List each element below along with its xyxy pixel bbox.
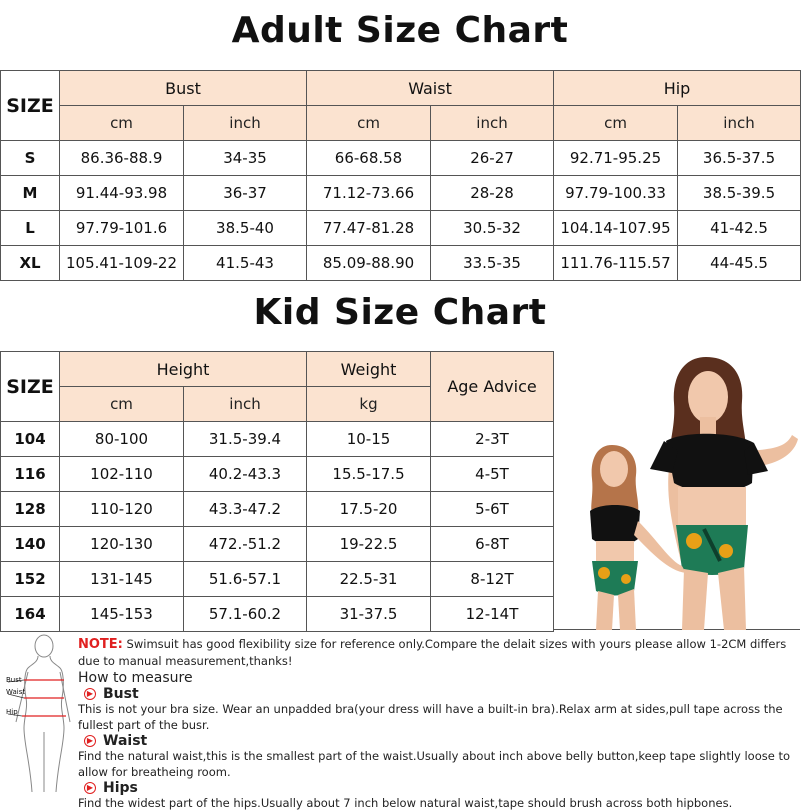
size-cell: 152 <box>1 562 60 597</box>
table-cell: 26-27 <box>431 141 554 176</box>
height-header: Height <box>60 352 307 387</box>
table-cell: 22.5-31 <box>307 562 431 597</box>
adult-size-table <box>0 70 801 281</box>
unit-header: inch <box>184 106 307 141</box>
table-cell: 104.14-107.95 <box>554 211 678 246</box>
model-photo <box>553 351 800 630</box>
note-label: NOTE: <box>78 637 123 652</box>
table-cell: 41.5-43 <box>184 246 307 281</box>
table-cell: 4-5T <box>431 457 554 492</box>
table-row <box>1 562 554 597</box>
table-row <box>1 597 554 632</box>
table-row <box>1 141 801 176</box>
body-measure-figure-icon <box>2 632 74 798</box>
size-header: SIZE <box>1 71 60 141</box>
kid-chart-title: Kid Size Chart <box>253 292 547 333</box>
measure-notes <box>0 630 800 810</box>
bust-header: Bust <box>60 71 307 106</box>
table-cell: 31.5-39.4 <box>184 422 307 457</box>
unit-header: inch <box>678 106 801 141</box>
table-cell: 472.-51.2 <box>184 527 307 562</box>
table-cell: 86.36-88.9 <box>60 141 184 176</box>
table-row <box>1 422 554 457</box>
table-cell: 91.44-93.98 <box>60 176 184 211</box>
measure-heading-waist <box>78 733 796 749</box>
table-cell: 30.5-32 <box>431 211 554 246</box>
measure-heading-hips <box>78 780 796 796</box>
size-cell: 140 <box>1 527 60 562</box>
unit-header: cm <box>60 387 184 422</box>
table-cell: 40.2-43.3 <box>184 457 307 492</box>
table-cell: 43.3-47.2 <box>184 492 307 527</box>
size-cell: S <box>1 141 60 176</box>
measure-name: Bust <box>103 686 139 702</box>
measure-name: Hips <box>103 780 138 796</box>
table-cell: 110-120 <box>60 492 184 527</box>
measure-desc-bust: This is not your bra size. Wear an unpadded bra(your dress will have a built-in bra).Relax arm at sides,pull tape across the fullest part of the busr. <box>78 702 783 732</box>
unit-header: cm <box>554 106 678 141</box>
table-cell: 77.47-81.28 <box>307 211 431 246</box>
adult-chart-title: Adult Size Chart <box>231 10 569 51</box>
hip-header: Hip <box>554 71 801 106</box>
table-cell: 41-42.5 <box>678 211 801 246</box>
arrow-right-icon: ▶ <box>84 782 96 794</box>
table-cell: 66-68.58 <box>307 141 431 176</box>
how-to-measure-heading: How to measure <box>78 670 193 686</box>
table-row <box>1 211 801 246</box>
waist-header: Waist <box>307 71 554 106</box>
mother-daughter-swimsuit-illustration <box>554 351 801 630</box>
table-cell: 71.12-73.66 <box>307 176 431 211</box>
table-cell: 8-12T <box>431 562 554 597</box>
measure-heading-bust <box>78 686 796 702</box>
size-cell: L <box>1 211 60 246</box>
table-cell: 80-100 <box>60 422 184 457</box>
table-cell: 57.1-60.2 <box>184 597 307 632</box>
table-cell: 120-130 <box>60 527 184 562</box>
table-cell: 19-22.5 <box>307 527 431 562</box>
measure-desc-waist: Find the natural waist,this is the smallest part of the waist.Usually about inch above belly button,keep tape slightly loose to allow for breatheing room. <box>78 749 791 779</box>
table-cell: 102-110 <box>60 457 184 492</box>
size-cell: XL <box>1 246 60 281</box>
table-cell: 97.79-100.33 <box>554 176 678 211</box>
size-cell: M <box>1 176 60 211</box>
table-row <box>1 246 801 281</box>
arrow-right-icon: ▶ <box>84 735 96 747</box>
weight-header: Weight <box>307 352 431 387</box>
table-cell: 97.79-101.6 <box>60 211 184 246</box>
figure-label-waist: Waist <box>6 688 26 696</box>
unit-header: inch <box>431 106 554 141</box>
unit-header: kg <box>307 387 431 422</box>
table-cell: 38.5-39.5 <box>678 176 801 211</box>
table-cell: 36-37 <box>184 176 307 211</box>
arrow-right-icon: ▶ <box>84 688 96 700</box>
note-text: Swimsuit has good flexibility size for reference only.Compare the delait sizes with yours please allow 1-2CM differs due to manual measurement,thanks! <box>78 637 787 668</box>
table-cell: 38.5-40 <box>184 211 307 246</box>
table-cell: 36.5-37.5 <box>678 141 801 176</box>
table-cell: 145-153 <box>60 597 184 632</box>
size-header: SIZE <box>1 352 60 422</box>
unit-header: inch <box>184 387 307 422</box>
table-cell: 28-28 <box>431 176 554 211</box>
table-cell: 111.76-115.57 <box>554 246 678 281</box>
note-paragraph <box>78 636 796 669</box>
table-row <box>1 527 554 562</box>
table-cell: 5-6T <box>431 492 554 527</box>
table-cell: 12-14T <box>431 597 554 632</box>
age-advice-header: Age Advice <box>431 352 554 422</box>
measure-name: Waist <box>103 733 148 749</box>
table-cell: 44-45.5 <box>678 246 801 281</box>
table-cell: 131-145 <box>60 562 184 597</box>
figure-label-bust: Bust <box>6 676 22 684</box>
kid-size-table <box>0 351 554 632</box>
table-cell: 6-8T <box>431 527 554 562</box>
table-row <box>1 492 554 527</box>
table-cell: 17.5-20 <box>307 492 431 527</box>
size-cell: 104 <box>1 422 60 457</box>
table-cell: 15.5-17.5 <box>307 457 431 492</box>
table-cell: 51.6-57.1 <box>184 562 307 597</box>
size-cell: 164 <box>1 597 60 632</box>
table-cell: 92.71-95.25 <box>554 141 678 176</box>
table-cell: 34-35 <box>184 141 307 176</box>
figure-label-hip: Hip <box>6 708 18 716</box>
unit-header: cm <box>60 106 184 141</box>
note-block <box>78 636 796 812</box>
measure-desc-hips: Find the widest part of the hips.Usually about 7 inch below natural waist,tape should brush across both hipbones. <box>78 796 733 810</box>
table-cell: 10-15 <box>307 422 431 457</box>
table-cell: 33.5-35 <box>431 246 554 281</box>
table-row <box>1 176 801 211</box>
unit-header: cm <box>307 106 431 141</box>
size-cell: 128 <box>1 492 60 527</box>
table-row <box>1 457 554 492</box>
size-cell: 116 <box>1 457 60 492</box>
table-cell: 31-37.5 <box>307 597 431 632</box>
table-cell: 85.09-88.90 <box>307 246 431 281</box>
table-cell: 105.41-109-22 <box>60 246 184 281</box>
table-cell: 2-3T <box>431 422 554 457</box>
